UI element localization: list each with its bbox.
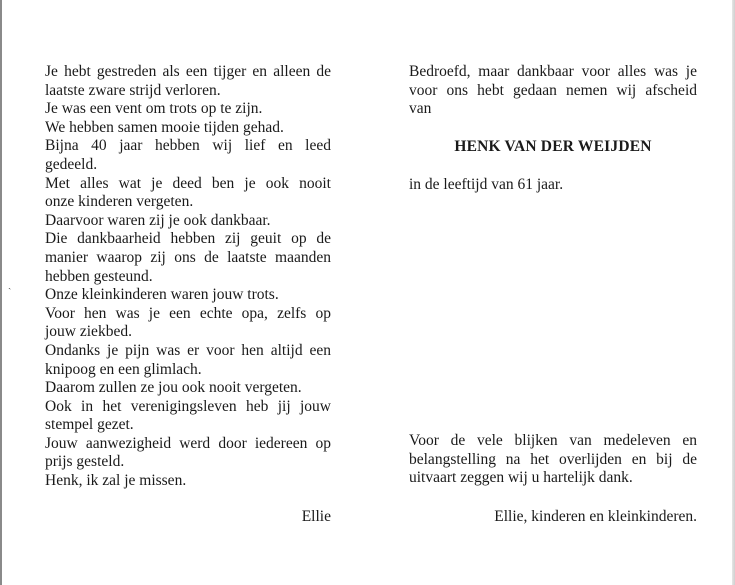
intro-text-block — [409, 63, 697, 119]
text-line: Ook in het verenigingsleven heb jij jouw — [45, 397, 331, 415]
text-line: Onze kleinkinderen waren jouw trots. — [45, 286, 279, 304]
left-page-border — [0, 0, 2, 585]
text-line: Daarvoor waren zij je ook dankbaar. — [45, 211, 271, 229]
text-line: van — [409, 100, 432, 118]
text-line: Daarom zullen ze jou ook nooit vergeten. — [45, 379, 302, 397]
text-line: prijs gesteld. — [45, 453, 125, 471]
text-line: Bijna 40 jaar hebben wij lief en leed — [45, 137, 331, 155]
text-line: Bedroefd, maar dankbaar voor alles was je — [409, 63, 697, 80]
text-line: manier waarop zij ons de laatste maanden — [45, 248, 331, 266]
text-line: jouw ziekbed. — [45, 323, 132, 341]
text-line: gedeeld. — [45, 155, 98, 173]
text-line: laatste zware strijd verloren. — [45, 81, 221, 99]
text-line: Jouw aanwezigheid werd door iedereen op — [45, 434, 331, 452]
family-signature: Ellie, kinderen en kleinkinderen. — [494, 508, 697, 525]
poem-text-block — [45, 63, 331, 491]
text-line: We hebben samen mooie tijden gehad. — [45, 118, 284, 136]
text-line: voor ons hebt gedaan nemen wij afscheid — [409, 81, 697, 99]
text-line: Ondanks je pijn was er voor hen altijd een — [45, 341, 331, 359]
text-line: Met alles wat je deed ben je ook nooit — [45, 174, 331, 192]
text-line: Henk, ik zal je missen. — [45, 472, 187, 490]
text-line: knipoog en een glimlach. — [45, 360, 202, 378]
deceased-name: HENK VAN DER WEIJDEN — [454, 138, 652, 155]
poem-signature: Ellie — [301, 508, 331, 525]
text-line: Die dankbaarheid hebben zij geuit op de — [45, 230, 331, 248]
text-line: belangstelling na het overlijden en bij de — [409, 450, 697, 468]
text-line: Voor hen was je een echte opa, zelfs op — [45, 304, 331, 322]
age-line: in de leeftijd van 61 jaar. — [409, 176, 564, 193]
text-line: onze kinderen vergeten. — [45, 193, 194, 211]
text-line: Je hebt gestreden als een tijger en alleen de — [45, 63, 331, 80]
text-line: hebben gesteund. — [45, 267, 153, 285]
text-line: stempel gezet. — [45, 416, 134, 434]
text-line: Je was een vent om trots op te zijn. — [45, 100, 263, 118]
text-line: uitvaart zeggen wij u hartelijk dank. — [409, 469, 633, 487]
speck-mark: ˏ — [8, 279, 12, 290]
thanks-text-block — [409, 432, 697, 488]
text-line: Voor de vele blijken van medeleven en — [409, 432, 697, 449]
